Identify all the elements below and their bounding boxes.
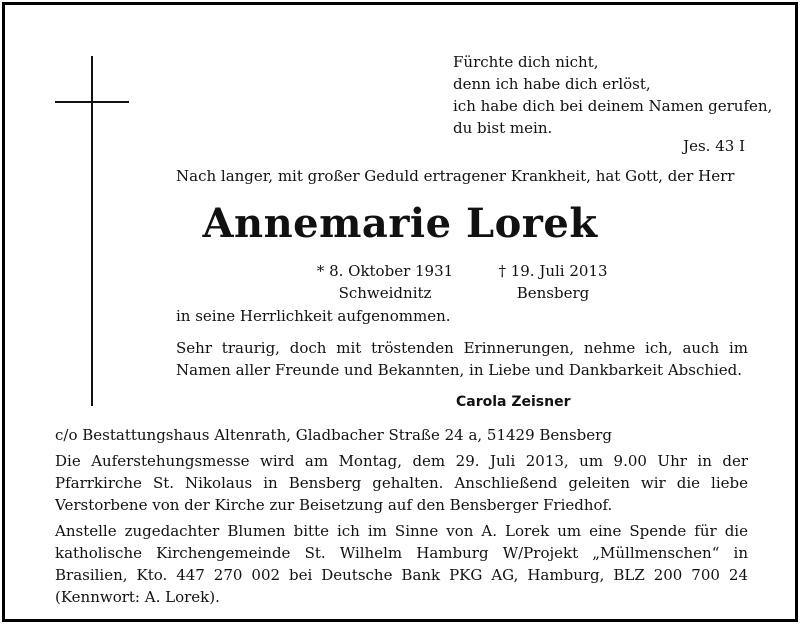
donation-paragraph: Anstelle zugedachter Blumen bitte ich im Sinne von A. Lorek um eine Spende für die katholische Kirchengemeinde St. Wilhelm Hamburg W/Projekt „Müllmenschen“ in Brasilien, Kto. 447 270 002 bei Deutsche Bank PKG AG, Hamburg, BLZ 200 700 24 (Kennwort: A. Lorek).: [55, 522, 748, 606]
after-dates-text: in seine Herrlichkeit aufgenommen.: [176, 307, 451, 325]
obituary-notice: [2, 2, 798, 622]
verse-line: denn ich habe dich erlöst,: [453, 75, 651, 93]
signer-name: Carola Zeisner: [456, 394, 571, 410]
birth-info: [295, 260, 475, 304]
birth-place: Schweidnitz: [338, 284, 432, 302]
verse-line: du bist mein.: [453, 119, 553, 137]
bible-verse: [453, 51, 772, 139]
mass-paragraph: Die Auferstehungsmesse wird am Montag, dem 29. Juli 2013, um 9.00 Uhr in der Pfarrkirche St. Nikolaus in Bensberg gehalten. Anschließend geleiten wir die liebe Verstorbene von der Kirche zur Beisetzung auf den Bensberger Friedhof.: [55, 452, 748, 514]
verse-reference: Jes. 43 I: [683, 137, 745, 155]
mourning-text: Sehr traurig, doch mit tröstenden Erinnerungen, nehme ich, auch im Namen aller Freunde und Bekannten, in Liebe und Dankbarkeit Abschied.: [176, 339, 748, 379]
verse-line: Fürchte dich nicht,: [453, 53, 599, 71]
address-line: c/o Bestattungshaus Altenrath, Gladbacher Straße 24 a, 51429 Bensberg: [55, 426, 612, 444]
verse-line: ich habe dich bei deinem Namen gerufen,: [453, 97, 773, 115]
death-info: [463, 260, 643, 304]
birth-date: * 8. Oktober 1931: [316, 262, 454, 280]
death-date: † 19. Juli 2013: [498, 262, 608, 280]
death-place: Bensberg: [516, 284, 590, 302]
deceased-name: Annemarie Lorek: [202, 200, 598, 247]
cross-icon-bar: [55, 101, 129, 103]
intro-text: Nach langer, mit großer Geduld ertragener Krankheit, hat Gott, der Herr: [176, 167, 735, 185]
